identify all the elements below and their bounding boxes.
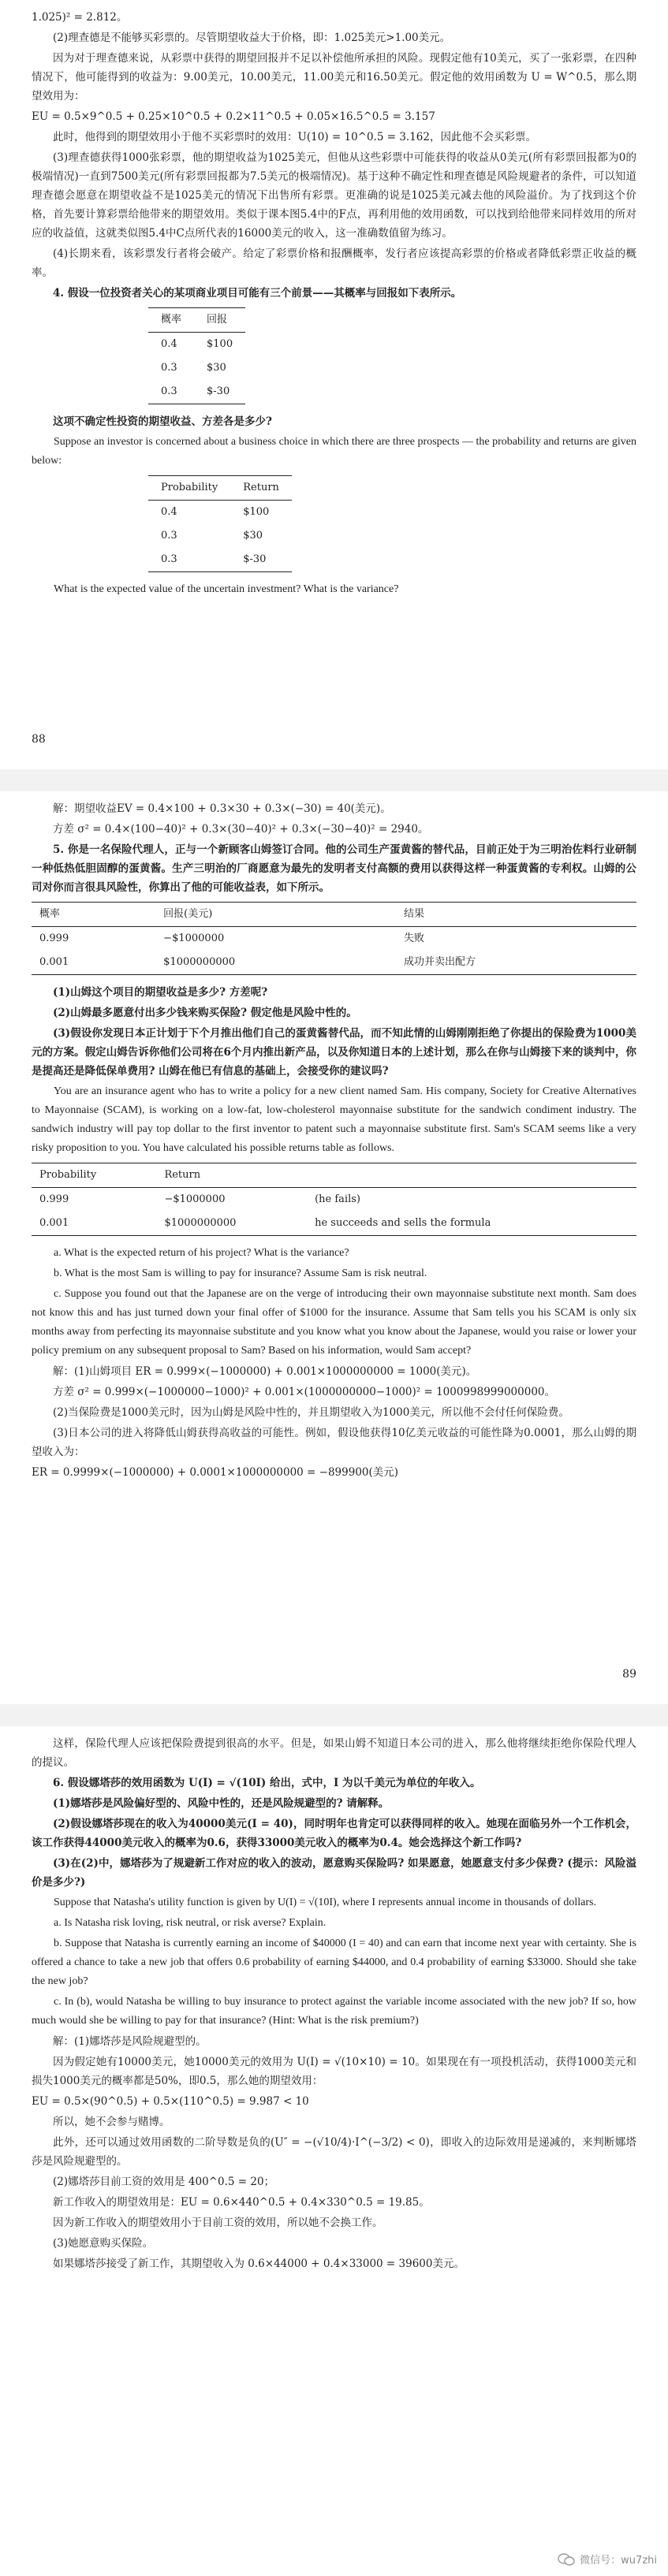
formula: EU = 0.5×9^0.5 + 0.25×10^0.5 + 0.2×11^0.5 + 0.05×16.5^0.5 = 3.157 bbox=[32, 110, 435, 123]
formula: EU = 0.5×(90^0.5) + 0.5×(110^0.5) = 9.987 < 10 bbox=[32, 2095, 309, 2108]
paragraph: 这样，保险代理人应该把保险费提到很高的水平。但是，如果山姆不知道日本公司的进入，那么他将继续拒绝你保险代理人的提议。 bbox=[32, 1737, 636, 1769]
solution-6: 此外，还可以通过效用函数的二阶导数是负的(U″ = −(√10/4)·I^(−3/2) < 0)，即收入的边际效用是递减的，来判断娜塔莎是风险规避型的。 bbox=[32, 2136, 636, 2168]
question-5-en-item: a. What is the expected return of his project? What is the variance? bbox=[54, 1247, 349, 1259]
solution-6: 因为假定她有10000美元，她10000美元的效用为 U(I) = √(10×10) = 10。如果现在有一项投机活动，获得1000美元和损失1000美元的概率都是50%，即0.5，那么她的期望效用： bbox=[32, 2056, 636, 2087]
watermark-text: 微信号：wu7zhi bbox=[580, 2555, 657, 2567]
paragraph: 此时，他得到的期望效用小于他不买彩票时的效用：U(10) = 10^0.5 = 3.162，因此他不会买彩票。 bbox=[53, 131, 536, 143]
solution-6: 因为新工作收入的期望效用小于目前工资的效用，所以她不会换工作。 bbox=[53, 2217, 383, 2229]
page-gap bbox=[0, 769, 668, 791]
question-4-title: 4. 假设一位投资者关心的某项商业项目可能有三个前景——其概率与回报如下表所示。 bbox=[53, 287, 462, 300]
solution-6: 如果娜塔莎接受了新工作，其期望收入为 0.6×44000 + 0.4×33000 = 39600美元。 bbox=[53, 2258, 465, 2270]
table-cell: 0.4 bbox=[161, 338, 177, 350]
page-88-content bbox=[32, 8, 636, 601]
page-90-content bbox=[32, 1734, 636, 2275]
solution-5: 方差 σ² = 0.999×(−1000000−1000)² + 0.001×(1000000000−1000)² = 1000998999000000。 bbox=[53, 1386, 555, 1398]
table-cell: he succeeds and sells the formula bbox=[307, 1212, 636, 1236]
table-cell: $100 bbox=[207, 338, 233, 350]
table-cell: 0.4 bbox=[161, 506, 177, 518]
question-5-en-item: b. What is the most Sam is willing to pay for insurance? Assume Sam is risk neutral. bbox=[54, 1268, 427, 1279]
table-header bbox=[307, 1163, 636, 1188]
question-6-en-item: c. In (b), would Natasha be willing to buy insurance to protect against the variable income associated with the new job? If so, how much would she be willing to pay for that insurance? (Hint: What is the risk premium?) bbox=[32, 1996, 636, 2027]
solution-5: 解：(1)山姆项目 ER = 0.999×(−1000000) + 0.001×1000000000 = 1000(美元)。 bbox=[53, 1365, 477, 1378]
solution-6: 解：(1)娜塔莎是风险规避型的。 bbox=[53, 2035, 207, 2048]
probability-table-cn bbox=[148, 307, 245, 404]
table-cell: 0.001 bbox=[32, 1212, 156, 1236]
table-cell: 成功并卖出配方 bbox=[396, 951, 636, 975]
question-6-en-item: b. Suppose that Natasha is currently earning an income of $40000 (I = 40) and can earn that income next year with certainty. She is offered a chance to take a new job that offers 0.6 probability of earning $44000, and 0.4 probability of earning $33000. Should she take the new job? bbox=[32, 1938, 636, 1987]
table-row bbox=[32, 927, 636, 951]
table-header: Probability bbox=[148, 476, 230, 501]
wechat-watermark bbox=[558, 2552, 657, 2567]
question-5-en-item: c. Suppose you found out that the Japanese are on the verge of introducing their own mayonnaise substitute next month. Sam does not know this and has just turned down your final offer of $1000 for the insurance. Assume that Sam tells you his SCAM is only six months away from perfecting its mayonnaise substitute and you know what you know about the Japanese, would you raise or lower your policy premium on any subsequent proposal to Sam? Based on his information, would Sam accept? bbox=[32, 1288, 636, 1357]
table-header: 结果 bbox=[396, 903, 636, 927]
solution-6: (2)娜塔莎目前工资的效用是 400^0.5 = 20； bbox=[53, 2176, 275, 2188]
table-cell: $30 bbox=[207, 362, 226, 374]
table-header: 概率 bbox=[148, 308, 194, 333]
table-header: Probability bbox=[32, 1163, 156, 1188]
solution-4-variance: 方差 σ² = 0.4×(100−40)² + 0.3×(30−40)² + 0.3×(−30−40)² = 2940。 bbox=[53, 823, 429, 836]
table-cell: 0.3 bbox=[161, 530, 177, 542]
question-6-item: (3)在(2)中，娜塔莎为了规避新工作对应的收入的波动，愿意购买保险吗? 如果愿意，她愿意支付多少保费? (提示：风险溢价是多少?) bbox=[32, 1857, 636, 1889]
table-header: 回报 bbox=[194, 308, 245, 333]
table-header: Return bbox=[156, 1163, 307, 1188]
question-6-title: 6. 假设娜塔莎的效用函数为 U(I) = √(10I) 给出，式中，I 为以千美元为单位的年收入。 bbox=[53, 1777, 481, 1789]
table-cell: $-30 bbox=[230, 548, 292, 572]
solution-6: 新工作收入的期望效用是：EU = 0.6×440^0.5 + 0.4×330^0.5 = 19.85。 bbox=[53, 2196, 430, 2209]
table-cell: 0.999 bbox=[39, 1193, 69, 1205]
table-row bbox=[148, 501, 292, 525]
table-cell: 0.3 bbox=[148, 548, 230, 572]
table-cell: 0.3 bbox=[161, 362, 177, 374]
table-cell: $1000000000 bbox=[155, 951, 396, 975]
table-cell: −$1000000 bbox=[163, 932, 225, 944]
wechat-icon bbox=[558, 2553, 575, 2566]
question-5-item: (1)山姆这个项目的期望收益是多少? 方差呢? bbox=[53, 986, 268, 999]
table-row bbox=[32, 1188, 636, 1212]
question-5-item: (2)山姆最多愿意付出多少钱来购买保险? 假定他是风险中性的。 bbox=[53, 1007, 357, 1019]
question-6-en-item: a. Is Natasha risk loving, risk neutral, or risk averse? Explain. bbox=[54, 1917, 327, 1929]
solution-6: (3)她愿意购买保险。 bbox=[53, 2237, 154, 2250]
page-89-content bbox=[32, 799, 636, 1483]
paragraph: 1.025)² = 2.812。 bbox=[32, 11, 128, 24]
paragraph: (2)理查德是不能够买彩票的。尽管期望收益大于价格，即：1.025美元>1.00美元。 bbox=[53, 32, 451, 44]
solution-5: (3)日本公司的进入将降低山姆获得高收益的可能性。例如，假设他获得10亿美元收益的可能性降为0.0001，那么山姆的期望收入为： bbox=[32, 1427, 636, 1458]
table-header: 概率 bbox=[32, 903, 155, 927]
paragraph: 因为对于理查德来说，从彩票中获得的期望回报并不足以补偿他所承担的风险。现假定他有10美元，买了一张彩票，在四种情况下，他可能得到的收益为：9.00美元，10.00美元，11.00美元和16.50美元。假定他的效用函数为 U = W^0.5，那么期望效用为： bbox=[32, 52, 636, 102]
question-4-en-question: What is the expected value of the uncertain investment? What is the variance? bbox=[54, 583, 399, 595]
table-row bbox=[32, 1212, 636, 1236]
table-cell: 0.001 bbox=[32, 951, 155, 975]
returns-table-cn bbox=[32, 902, 636, 975]
page-gap bbox=[0, 1704, 668, 1726]
table-cell: 0.3 bbox=[148, 380, 194, 404]
table-row bbox=[148, 356, 245, 380]
page-90 bbox=[0, 1726, 668, 2576]
table-header: 回报(美元) bbox=[155, 903, 396, 927]
page-88 bbox=[0, 0, 668, 769]
formula: ER = 0.9999×(−1000000) + 0.0001×1000000000 = −899900(美元) bbox=[32, 1466, 399, 1479]
table-cell: $100 bbox=[243, 506, 270, 518]
question-5-en: You are an insurance agent who has to write a policy for a new client named Sam. His company, Society for Creative Alternatives to Mayonnaise (SCAM), is working on a low-fat, low-cholesterol mayonnaise substitute for the sandwich condiment industry. The sandwich industry will pay top dollar to the first inventor to patent such a mayonnaise substitute first. Sam's SCAM seems like a very risky proposition to you. You have calculated his possible returns table as follows. bbox=[32, 1085, 636, 1154]
question-4-cn: 这项不确定性投资的期望收益、方差各是多少? bbox=[53, 415, 272, 428]
question-6-item: (1)娜塔莎是风险偏好型的、风险中性的，还是风险规避型的? 请解释。 bbox=[53, 1797, 390, 1810]
question-4-en: Suppose an investor is concerned about a business choice in which there are three prospects — the probability and returns are given below: bbox=[32, 436, 636, 467]
page-89 bbox=[0, 791, 668, 1704]
solution-5: (2)当保险费是1000美元时，因为山姆是风险中性的，并且期望收入为1000美元，所以他不会付任何保险费。 bbox=[53, 1406, 569, 1419]
table-row bbox=[148, 333, 245, 357]
returns-table-en bbox=[32, 1163, 636, 1236]
table-cell: $-30 bbox=[194, 380, 245, 404]
question-5-title: 5. 你是一名保险代理人，正与一个新顾客山姆签订合同。他的公司生产蛋黄酱的替代品，目前正处于为三明治佐料行业研制一种低热低胆固醇的蛋黄酱。生产三明治的厂商愿意为最先的发明者支付高额的费用以获得这样一种蛋黄酱的专利权。山姆的公司对你而言很具风险性，你算出了他的可能收益表，如下所示。 bbox=[32, 843, 636, 894]
table-header: Return bbox=[230, 476, 292, 501]
table-row bbox=[148, 548, 292, 572]
paragraph: (3)理查德获得1000张彩票，他的期望收益为1025美元，但他从这些彩票中可能获得的收益从0美元(所有彩票回报都为0的极端情况)一直到7500美元(所有彩票回报都为7.5美元的极端情况)。基于这种不确定性和理查德是风险规避者的条件，可以知道理查德会愿意在期望收益不是1025美元的情况下出售所有彩票。更准确的说是1025美元减去他的风险溢价。为了找到这个价格，首先要计算彩票给他带来的期望效用。类似于课本图5.4中的F点，再利用他的效用函数，可以找到给他带来同样效用的所对应的收益值，这就类似图5.4中C点所代表的16000美元的收入，这一准确数值留为练习。 bbox=[32, 151, 636, 240]
table-cell: $1000000000 bbox=[156, 1212, 307, 1236]
table-cell: 0.999 bbox=[39, 932, 69, 944]
table-row bbox=[148, 524, 292, 548]
question-6-en: Suppose that Natasha's utility function is given by U(I) = √(10I), where I represents annual income in thousands of dollars. bbox=[54, 1897, 597, 1908]
table-cell: −$1000000 bbox=[164, 1193, 226, 1205]
table-row bbox=[32, 951, 636, 975]
page-number: 89 bbox=[622, 1668, 636, 1681]
solution-4-expected-value: 解：期望收益EV = 0.4×100 + 0.3×30 + 0.3×(−30) = 40(美元)。 bbox=[53, 802, 391, 815]
question-5-item: (3)假设你发现日本正计划于下个月推出他们自己的蛋黄酱替代品，而不知此情的山姆刚刚拒绝了你提出的保险费为1000美元的方案。假定山姆告诉你他们公司将在6个月内推出新产品，以及你知道日本的上述计划，那么在你与山姆接下来的谈判中，你是提高还是降低保单费用? 山姆在他已有信息的基础上，会接受你的建议吗? bbox=[32, 1027, 636, 1078]
table-row bbox=[148, 380, 245, 404]
table-cell: 失败 bbox=[404, 932, 425, 944]
page-number: 88 bbox=[32, 733, 46, 746]
paragraph: (4)长期来看，该彩票发行者将会破产。给定了彩票价格和报酬概率，发行者应该提高彩票的价格或者降低彩票正收益的概率。 bbox=[32, 248, 636, 279]
question-6-item: (2)假设娜塔莎现在的收入为40000美元(I = 40)，同时明年也肯定可以获得同样的收入。她现在面临另外一个工作机会，该工作获得44000美元收入的概率为0.6，获得33000美元收入的概率为0.4。她会选择这个新工作吗? bbox=[32, 1818, 636, 1849]
solution-6: 所以，她不会参与赌博。 bbox=[53, 2116, 170, 2128]
table-cell: $30 bbox=[243, 530, 263, 542]
table-cell: (he fails) bbox=[315, 1193, 360, 1205]
probability-table-en bbox=[148, 475, 292, 572]
